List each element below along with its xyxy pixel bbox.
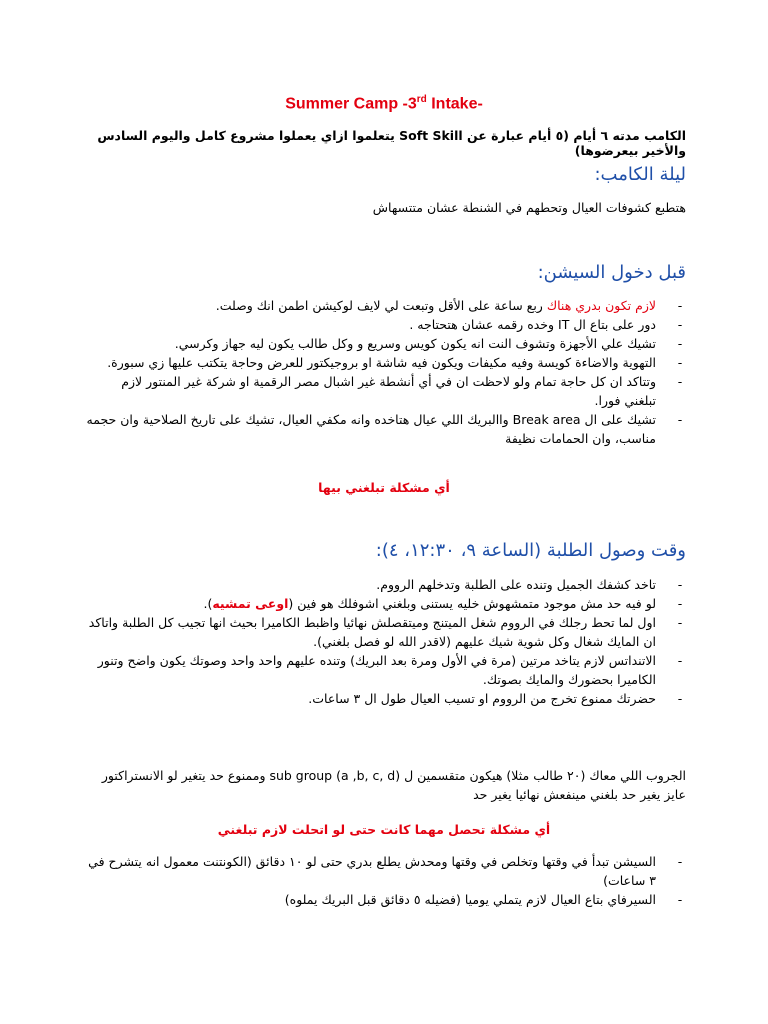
list-item: - دور على بتاع ال IT وخده رقمه عشان هتحتاجه . xyxy=(409,317,683,332)
list-item: - لو فيه حد مش موجود متمشهوش خليه يستنى وبلغني اشوفلك هو فين (اوعى تمشيه). xyxy=(203,596,683,611)
document-title: Summer Camp -3rd Intake- xyxy=(285,94,483,113)
alert-report-problem: أي مشكلة تبلغني بيها xyxy=(318,480,450,495)
list-item: - السيشن تبدأ في وقتها وتخلص في وقتها ومحدش يطلع بدري حتى لو ١٠ دقائق (الكونتنت معمول انه يتشرح في ٣ ساعات) xyxy=(88,854,683,888)
alert-any-problem: أي مشكلة تحصل مهما كانت حتى لو اتحلت لازم تبلغني xyxy=(217,822,551,837)
list-item: - الاتنداتس لازم يتاخد مرتين (مرة في الأول ومرة بعد البريك) وتنده عليهم واحد واحد وصوتك يكون واضح وتنور الكاميرا بحضورك والمايك بصوتك. xyxy=(97,653,683,687)
list-item: - اول لما تحط رجلك في الرووم شغل الميتنج وميتقصلش نهائيا واظبط الكاميرا بحيث انها تجيب كل الطلبة واتاكد ان المايك شغال وكل شوية شيك عليهم (لاقدر الله لو فصل بلغني). xyxy=(88,615,683,649)
heading-students-arrival: وقت وصول الطلبة (الساعة ٩، ١٢:٣٠، ٤): xyxy=(375,540,686,561)
list-item: - وتتاكد ان كل حاجة تمام ولو لاحظت ان في أي أنشطة غير اشبال مصر الرقمية او شركة غير المنتور لازم تبلغني فورا. xyxy=(121,374,683,408)
list-item: - السيرفاي بتاع العيال لازم يتملي يوميا (فضيله ٥ دقائق قبل البريك يملوه) xyxy=(284,892,683,907)
camp-night-text: هتطبع كشوفات العيال وتحطهم في الشنطة عشان متتسهاش xyxy=(372,200,686,215)
heading-before-session: قبل دخول السيشن: xyxy=(537,262,686,283)
list-item: - تشيك علي الأجهزة وتشوف النت انه يكون كويس وسريع و وكل طالب يكون ليه جهاز وكرسي. xyxy=(174,336,683,351)
heading-camp-night: ليلة الكامب: xyxy=(594,164,686,185)
arrival-list xyxy=(86,575,686,708)
before-session-list xyxy=(86,296,686,448)
groups-paragraph: الجروب اللي معاك (٢٠ طالب مثلا) هيكون متقسمين ل sub group (a ,b, c, d) وممنوع حد يتغير لو الانستراكتور عايز يغير حد بلغني مينفعش نهائيا يغير حد xyxy=(101,768,686,802)
list-item: - تاخد كشفك الجميل وتنده على الطلبة وتدخلهم الرووم. xyxy=(376,577,683,592)
list-item: - تشيك على ال Break area واالبريك اللي عيال هتاخده وانه مكفي العيال، تشيك على تاريخ الصلاحية وان حجمه مناسب، وان الحمامات نظيفة xyxy=(86,412,683,446)
list-item: - حضرتك ممنوع تخرج من الرووم او تسيب العيال طول ال ٣ ساعات. xyxy=(308,691,683,706)
session-list xyxy=(86,852,686,909)
list-item: - لازم تكون بدري هناك ربع ساعة على الأقل وتبعت لي لايف لوكيشن اطمن انك وصلت. xyxy=(215,298,683,313)
list-item: - التهوية والاضاءة كويسة وفيه مكيفات ويكون فيه شاشة او بروجيكتور للعرض وحاجة يتكتب عليها زي سبورة. xyxy=(107,355,683,370)
intro-line: الكامب مدته ٦ أيام (٥ أيام عبارة عن Soft Skill يتعلموا ازاي يعملوا مشروع كامل واليوم السادس والأخير بيعرضوها) xyxy=(97,128,686,158)
